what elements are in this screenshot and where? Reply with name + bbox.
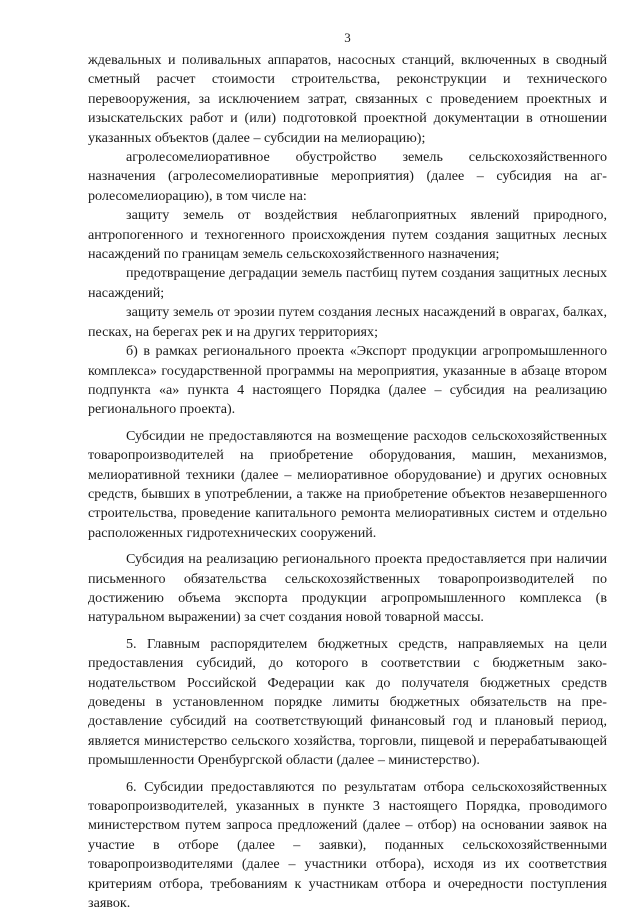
paragraph-melioration-continued: ждевальных и поливальных аппаратов, насосных станций, включенных в сводный сметный расчет стоимости строительства, реконструкции и технического перевооружения, за исключением затрат, связанных с проведением проектных и изыскательских работ и (или) подготовкой проектной документации в отношении указанных объектов (далее – субсидии на мелиорацию); xyxy=(88,52,607,146)
paragraph-6-selection: 6. Субсидии предоставляются по результатам отбора сельскохозяйственных товаропроизводителей, указанных в пункте 3 настоящего Порядка, проводимого министерством путем запроса предложений (далее – отбор) на основании заявок на участие в отборе (далее – заявки), поданных сельскохозяйственными товаропроизводителями (далее – участники отбора), исходя из их соответствия критериям отбора, требованиям к участникам отбора и очередности поступления заявок. xyxy=(88,778,607,912)
document-body xyxy=(88,51,607,913)
paragraph-subsidy-exclusions: Субсидии не предоставляются на возмещение расходов сельскохозяйственных товаропроизводителей на приобретение оборудования, машин, механизмов, мелиоративной техники (далее – мелиоративное оборудование) и других основных средств, бывших в употреблении, а также на приобретение объектов незавершенного строительства, проведение капитального ремонта мелиоративных систем и отдельно расположенных гидротехнических сооружений. xyxy=(88,427,607,541)
paragraph-5-chief-administrator: 5. Главным распорядителем бюджетных средств, направляемых на цели предоставления субсидий, до которого в соответствии с бюджетным законодательством Российской Федерации как до получателя бюджетных средств доведены в установленном порядке лимиты бюджетных обязательств на предоставление субсидий на соответствующий финансовый год и плановый период, является министерство сельского хозяйства, торговли, пищевой и перерабатывающей промышленности Оренбургской области (далее – министерство). xyxy=(88,635,607,769)
paragraph-regional-project: б) в рамках регионального проекта «Экспорт продукции агропромышленного комплекса» государственной программы на мероприятия, указанные в абзаце втором подпункта «а» пункта 4 настоящего Порядка (далее – субсидия на реализацию регионального проекта). xyxy=(88,343,607,418)
page-number: 3 xyxy=(344,30,351,45)
paragraph-erosion: защиту земель от эрозии путем создания лесных насаждений в оврагах, балках, песках, на берегах рек и на других территориях; xyxy=(88,304,607,340)
paragraph-land-protection: защиту земель от воздействия неблагоприятных явлений природного, антропогенного и техногенного происхождения путем создания защитных лесных насаждений по границам земель сельскохозяйственного назначения; xyxy=(88,207,607,263)
paragraph-export-obligation: Субсидия на реализацию регионального проекта предоставляется при наличии письменного обязательства сельскохозяйственных товаропроизводителей по достижению объема экспорта продукции агропромышленного комплекса (в натуральном выражении) за счет создания новой товарной массы. xyxy=(88,551,607,626)
paragraph-agroforest: агролесомелиоративное обустройство земель сельскохозяйственного назначения (агролесомелиоративные мероприятия) (далее – субсидия на агролесомелиорацию), в том числе на: xyxy=(88,149,607,204)
paragraph-pasture-degradation: предотвращение деградации земель пастбищ путем создания защитных лесных насаждений; xyxy=(88,265,607,301)
